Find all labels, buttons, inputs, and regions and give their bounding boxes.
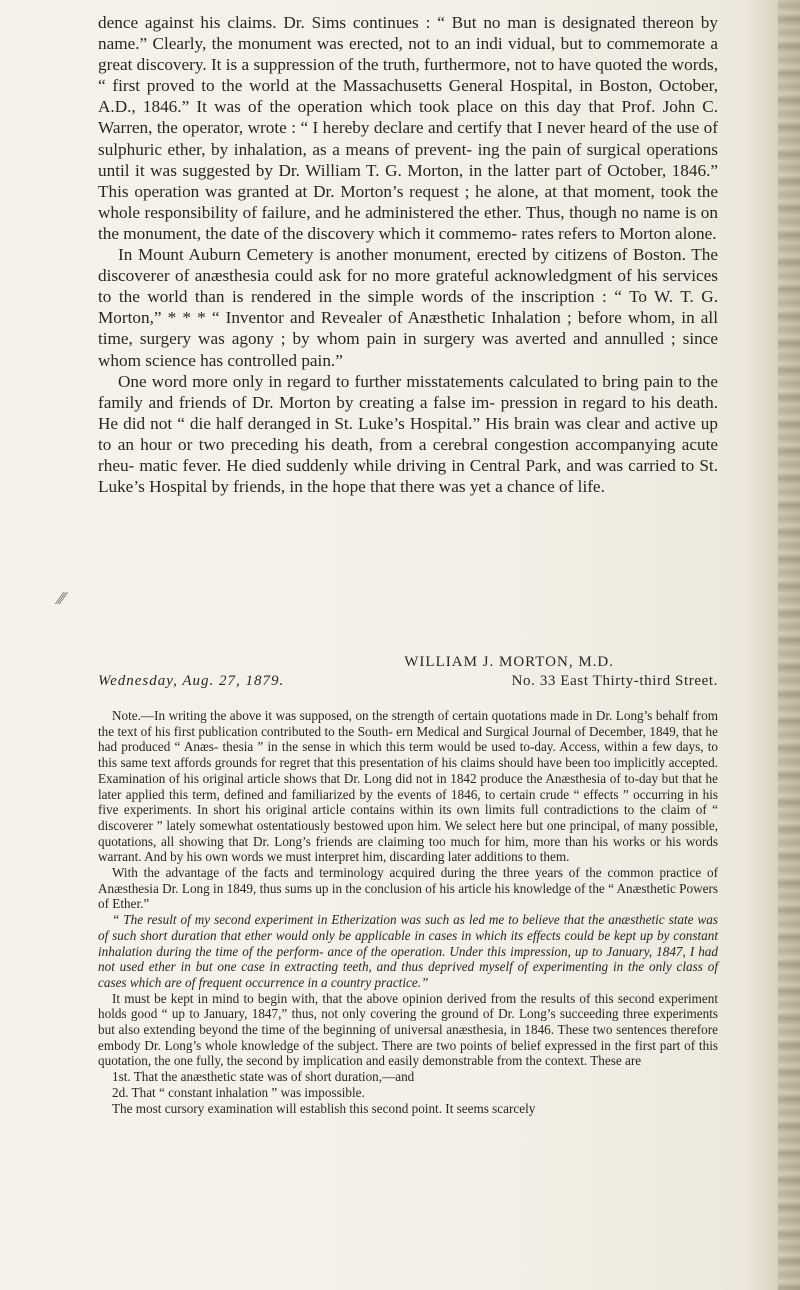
note-quotation: “ The result of my second experiment in Etherization was such as led me to believe that the anæsthetic state was of such short duration that ether would only be applicable in cases in which its effects could be kept up by constant inhalation during the time of the perform- ance of the operation. Under this impression, up to January, 1847, I had not used ether in but one case in extracting teeth, and thus deprived myself of experimenting in the only class of cases which are of frequent occurrence in a country practice.” xyxy=(98,912,718,990)
paragraph-monument: dence against his claims. Dr. Sims continues : “ But no man is designated thereon by name.” Clearly, the monument was erected, not to an indi vidual, but to commemorate a great discovery. It is a suppression of the truth, furthermore, not to have quoted the words, “ first proved to the world at the Massachusetts General Hospital, in Boston, October, A.D., 1846.” It was of the operation which took place on this day that Prof. John C. Warren, the operator, wrote : “ I hereby declare and certify that I never heard of the use of sulphuric ether, by inhalation, as a means of prevent- ing the pain of surgical operations until it was suggested by Dr. William T. G. Morton, in the latter part of October, 1846.” This operation was granted at Dr. Morton’s request ; he alone, at that moment, took the whole responsibility of failure, and he administered the ether. Thus, though no name is on the monument, the date of the discovery which it commemo- rates refers to Morton alone. xyxy=(98,13,718,243)
note-paragraph-4: It must be kept in mind to begin with, that the above opinion derived from the results of this second experiment holds good “ up to January, 1847,” thus, not only covering the ground of Dr. Long’s succeeding three experiments but also extending beyond the time of the beginning of universal anæsthesia, in 1846. These two sentences therefore embody Dr. Long’s whole knowledge of the subject. There are two points of belief expressed in the first part of this quotation, the one fully, the second by implication and easily demonstrable from the context. These are xyxy=(98,990,718,1069)
page-edge xyxy=(778,0,800,1290)
paragraph-death: One word more only in regard to further misstatements calculated to bring pain to the family and friends of Dr. Morton by creating a false im- pression in regard to his death. He did not “ die half deranged in St. Luke’s Hospital.” His brain was clear and active up to an hour or two preceding his death, from a cerebral congestion accompanying acute rheu- matic fever. He died suddenly while driving in Central Park, and was carried to St. Luke’s Hospital by friends, in the hope that there was yet a chance of life. xyxy=(98,371,718,497)
signature-address: No. 33 East Thirty-third Street. xyxy=(511,673,718,689)
main-text xyxy=(98,12,718,497)
footnote xyxy=(98,708,718,1116)
margin-pencil-mark: ∕∕∕ xyxy=(58,588,65,608)
paragraph-mount-auburn: In Mount Auburn Cemetery is another monument, erected by citizens of Boston. The discoverer of anæsthesia could ask for no more grateful acknowledgment of his services to the world than is rendered in the simple words of the inscription : “ To W. T. G. Morton,” * * * “ Inventor and Revealer of Anæsthetic Inhalation ; before whom, in all time, surgery was agony ; by whom pain in surgery was averted and annulled ; since whom science has controlled pain.” xyxy=(98,245,718,370)
signature-block xyxy=(98,654,718,690)
signature-date: Wednesday, Aug. 27, 1879. xyxy=(98,673,285,689)
note-paragraph-2: With the advantage of the facts and terminology acquired during the three years of the common practice of Anæsthesia Dr. Long in 1849, thus sums up in the conclusion of his article his knowledge of the “ Anæsthetic Powers of Ether.” xyxy=(98,865,718,912)
signature-name: WILLIAM J. MORTON, M.D. xyxy=(404,654,614,670)
note-point-2: 2d. That “ constant inhalation ” was impossible. xyxy=(112,1084,365,1100)
note-point-1: 1st. That the anæsthetic state was of short duration,—and xyxy=(112,1069,415,1085)
note-paragraph-1: Note.—In writing the above it was supposed, on the strength of certain quotations made in Dr. Long’s behalf from the text of his first publication contributed to the South- ern Medical and Surgical Journal of December, 1849, that he had produced “ Anæs- thesia ” in the sense in which this term would be used to-day. Access, within a few days, to this same text affords grounds for regret that this presentation of his claims should have been too implicitly accepted. Examination of his original article shows that Dr. Long did not in 1842 produce the Anæsthesia of to-day but that he later applied this term, defined and familiarized by the events of 1846, to certain crude “ effects ” occurring in his five experiments. In short his original article contains within its own limits full contradictions to the claim of “ discoverer ” lately somewhat ostentatiously bestowed upon him. We select here but one principal, of many possible, quotations, all showing that Dr. Long’s friends are claiming too much for him, more than his works or his words warrant. And by his own words we must interpret him, discarding later additions to them. xyxy=(98,708,718,865)
note-paragraph-7: The most cursory examination will establish this second point. It seems scarcely xyxy=(112,1100,536,1116)
signature-line xyxy=(98,673,718,690)
